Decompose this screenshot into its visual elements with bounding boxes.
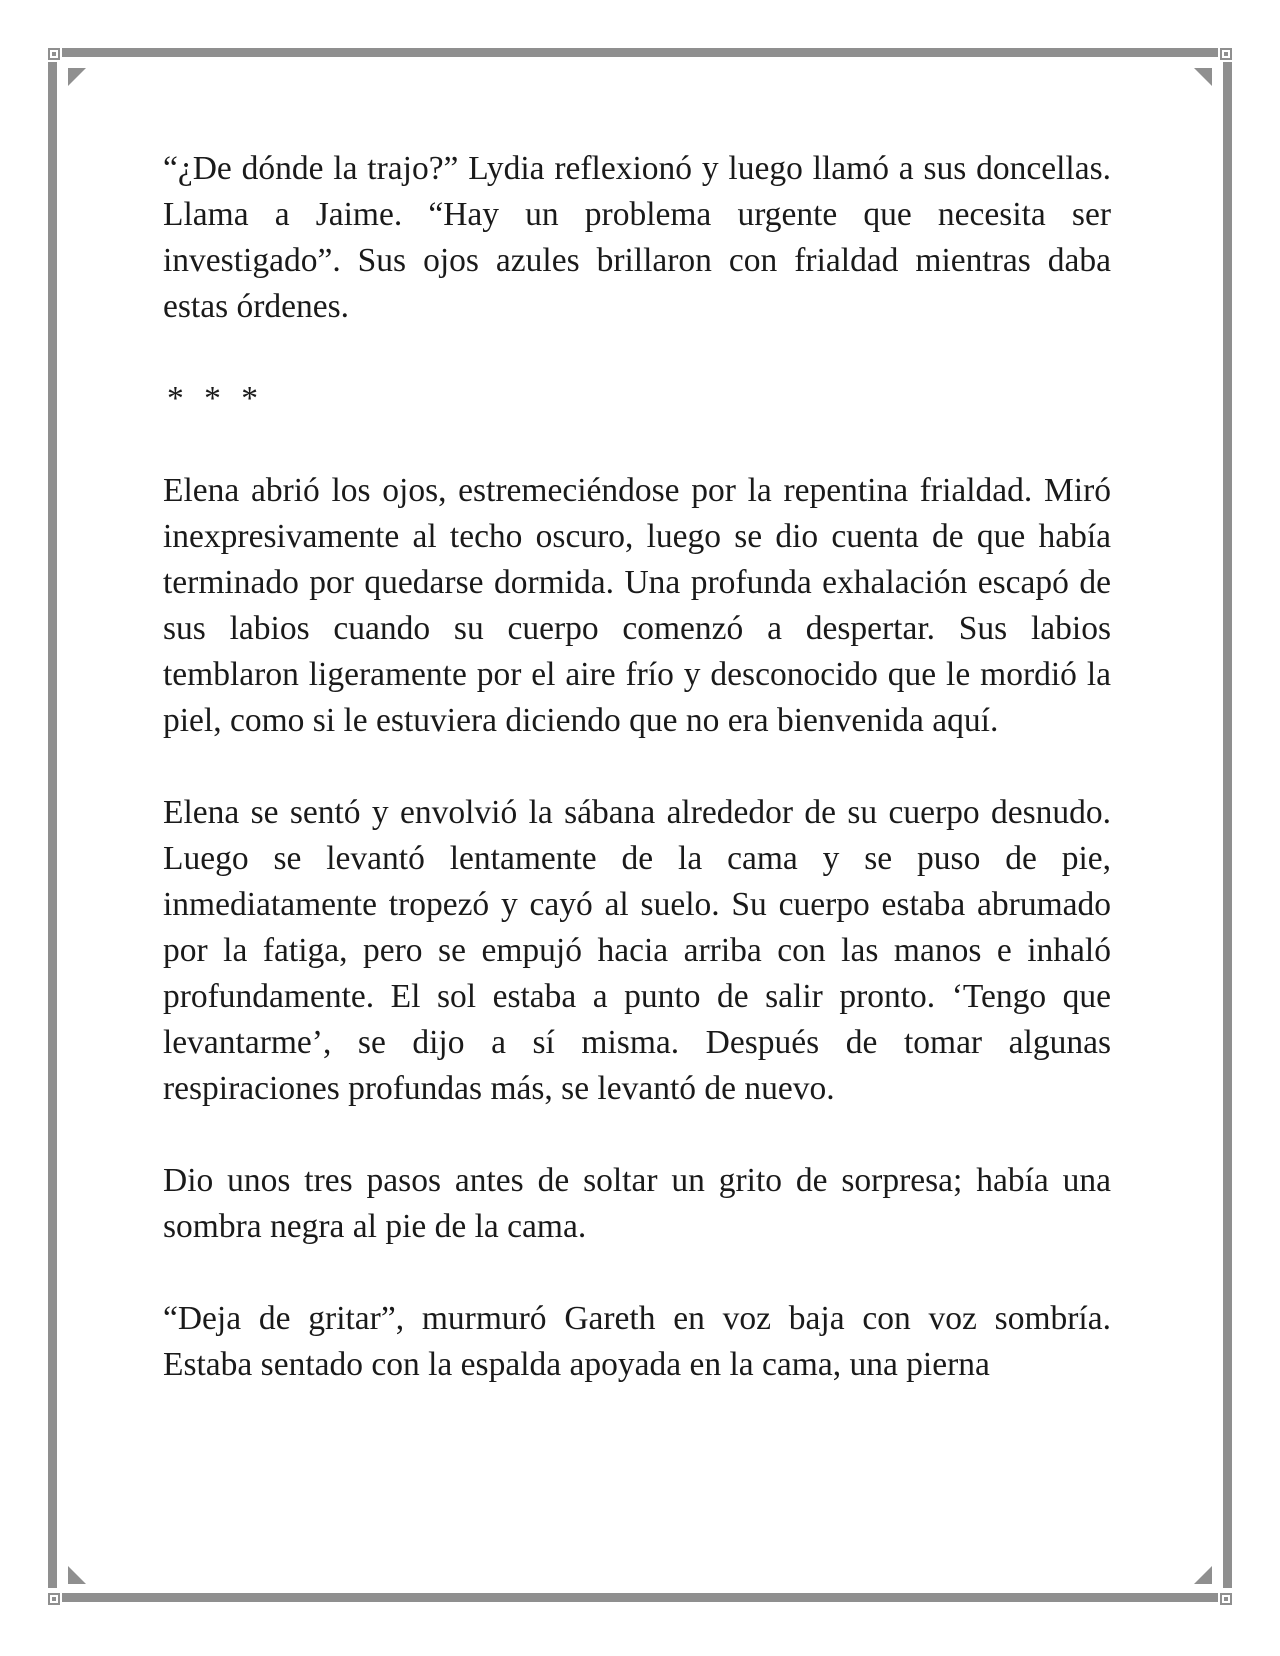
corner-ornament-top-left <box>48 48 60 60</box>
paragraph: “Deja de gritar”, murmuró Gareth en voz baja con voz sombría. Estaba sentado con la espalda apoyada en la cama, una pierna <box>163 1300 1111 1383</box>
paragraph: Elena se sentó y envolvió la sábana alrededor de su cuerpo desnudo. Luego se levantó lentamente de la cama y se puso de pie, inmediatamente tropezó y cayó al suelo. Su cuerpo estaba abrumado por la fatiga, pero se empujó hacia arriba con las manos e inhaló profundamente. El sol estaba a punto de salir pronto. ‘Tengo que levantarme’, se dijo a sí misma. Después de tomar algunas respiraciones profundas más, se levantó de nuevo. <box>163 794 1111 1107</box>
section-break: * * * <box>167 380 264 417</box>
paragraph: Elena abrió los ojos, estremeciéndose por la repentina frialdad. Miró inexpresivamente al techo oscuro, luego se dio cuenta de que había terminado por quedarse dormida. Una profunda exhalación escapó de sus labios cuando su cuerpo comenzó a despertar. Sus labios temblaron ligeramente por el aire frío y desconocido que le mordió la piel, como si le estuviera diciendo que no era bienvenida aquí. <box>163 472 1111 739</box>
document-body <box>163 146 1111 1388</box>
corner-triangle-bottom-right <box>1194 1566 1212 1584</box>
corner-ornament-bottom-left <box>48 1593 60 1605</box>
paragraph: Dio unos tres pasos antes de soltar un grito de sorpresa; había una sombra negra al pie de la cama. <box>163 1162 1111 1245</box>
paragraph: “¿De dónde la trajo?” Lydia reflexionó y luego llamó a sus doncellas. Llama a Jaime. “Hay un problema urgente que necesita ser investigado”. Sus ojos azules brillaron con frialdad mientras daba estas órdenes. <box>163 150 1111 325</box>
corner-triangle-top-left <box>68 68 86 86</box>
frame-left-border <box>48 62 57 1588</box>
frame-bottom-border <box>62 1593 1218 1602</box>
corner-triangle-top-right <box>1194 68 1212 86</box>
corner-ornament-top-right <box>1220 48 1232 60</box>
corner-triangle-bottom-left <box>68 1566 86 1584</box>
frame-top-border <box>62 48 1218 57</box>
frame-right-border <box>1223 62 1232 1588</box>
corner-ornament-bottom-right <box>1220 1593 1232 1605</box>
